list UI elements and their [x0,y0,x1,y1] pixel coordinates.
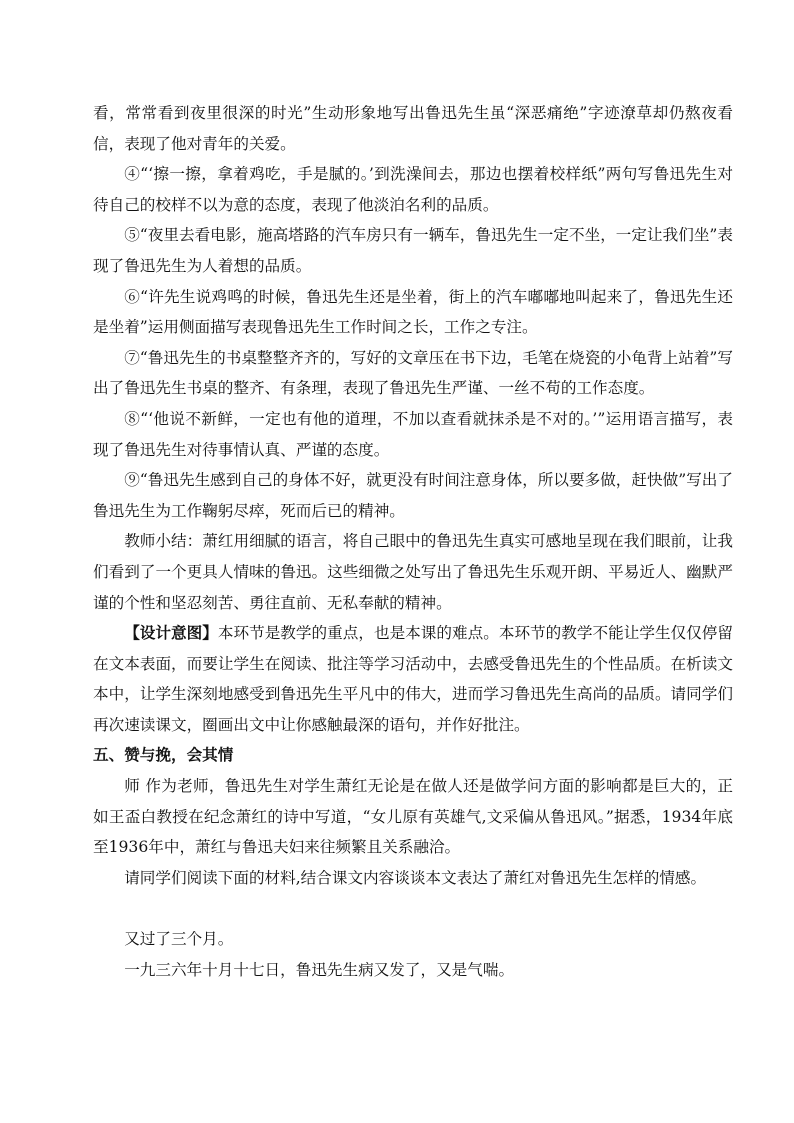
annotation-item-4: ④“‘擦一擦，拿着鸡吃，手是腻的。’到洗澡间去，那边也摆着校样纸”两句写鲁迅先生对待自己的校样不以为意的态度，表现了他淡泊名利的品质。 [93,165,733,214]
document-body [93,98,733,985]
section-heading: 五、赞与挽，会其情 [93,746,234,765]
annotation-item-7: ⑦“鲁迅先生的书桌整整齐齐的，写好的文章压在书下边，毛笔在烧瓷的小龟背上站着”写出了鲁迅先生书桌的整齐、有条理，表现了鲁迅先生严谨、一丝不苟的工作态度。 [93,348,733,398]
annotation-item-9: ⑨“鲁迅先生感到自己的身体不好，就更没有时间注意身体，所以要多做，赶快做”写出了鲁迅先生为工作鞠躬尽瘁，死而后已的精神。 [93,471,733,520]
blank-line [93,893,733,924]
annotation-item-5: ⑤“夜里去看电影，施高塔路的汽车房只有一辆车，鲁迅先生一定不坐，一定让我们坐”表现了鲁迅先生为人着想的品质。 [93,226,733,275]
section-instruction: 请同学们阅读下面的材料,结合课文内容谈谈本文表达了萧红对鲁迅先生怎样的情感。 [124,868,707,887]
section-paragraph: 师 作为老师，鲁迅先生对学生萧红无论是在做人还是做学问方面的影响都是巨大的，正如王盃白教授在纪念萧红的诗中写道，“女儿原有英雄气,文采偏从鲁迅风。”据悉，1934年底至1936年中，萧红与鲁迅夫妇来往频繁且关系融洽。 [93,777,733,857]
annotation-item-8: ⑧“‘他说不新鲜，一定也有他的道理，不加以查看就抹杀是不对的。’”运用语言描写，表现了鲁迅先生对待事情认真、严谨的态度。 [93,409,733,459]
teacher-summary: 教师小结：萧红用细腻的语言，将自己眼中的鲁迅先生真实可感地呈现在我们眼前，让我们看到了一个更具人情味的鲁迅。这些细微之处写出了鲁迅先生乐观开朗、平易近人、幽默严谨的个性和坚忍刻苦、勇往直前、无私奉献的精神。 [93,532,733,612]
material-paragraph: 又过了三个月。 [124,930,234,949]
paragraph-continuation: 看，常常看到夜里很深的时光”生动形象地写出鲁迅先生虽“深恶痛绝”字迹潦草却仍熬夜看信，表现了他对青年的关爱。 [93,104,733,153]
annotation-item-6: ⑥“许先生说鸡鸣的时候，鲁迅先生还是坐着，街上的汽车嘟嘟地叫起来了，鲁迅先生还是坐着”运用侧面描写表现鲁迅先生工作时间之长，工作之专注。 [93,287,733,337]
material-paragraph: 一九三六年十月十七日，鲁迅先生病又发了，又是气喘。 [124,960,515,979]
design-intent-text: 本环节是教学的重点，也是本课的难点。本环节的教学不能让学生仅仅停留在文本表面，而要让学生在阅读、批注等学习活动中，去感受鲁迅先生的个性品质。在析读文本中，让学生深刻地感受到鲁迅先生平凡中的伟大，进而学习鲁迅先生高尚的品质。请同学们再次速读课文，圈画出文中让你感触最深的语句，并作好批注。 [93,624,733,734]
design-intent-label: 【设计意图】 [124,623,218,643]
design-intent-paragraph [93,618,733,740]
